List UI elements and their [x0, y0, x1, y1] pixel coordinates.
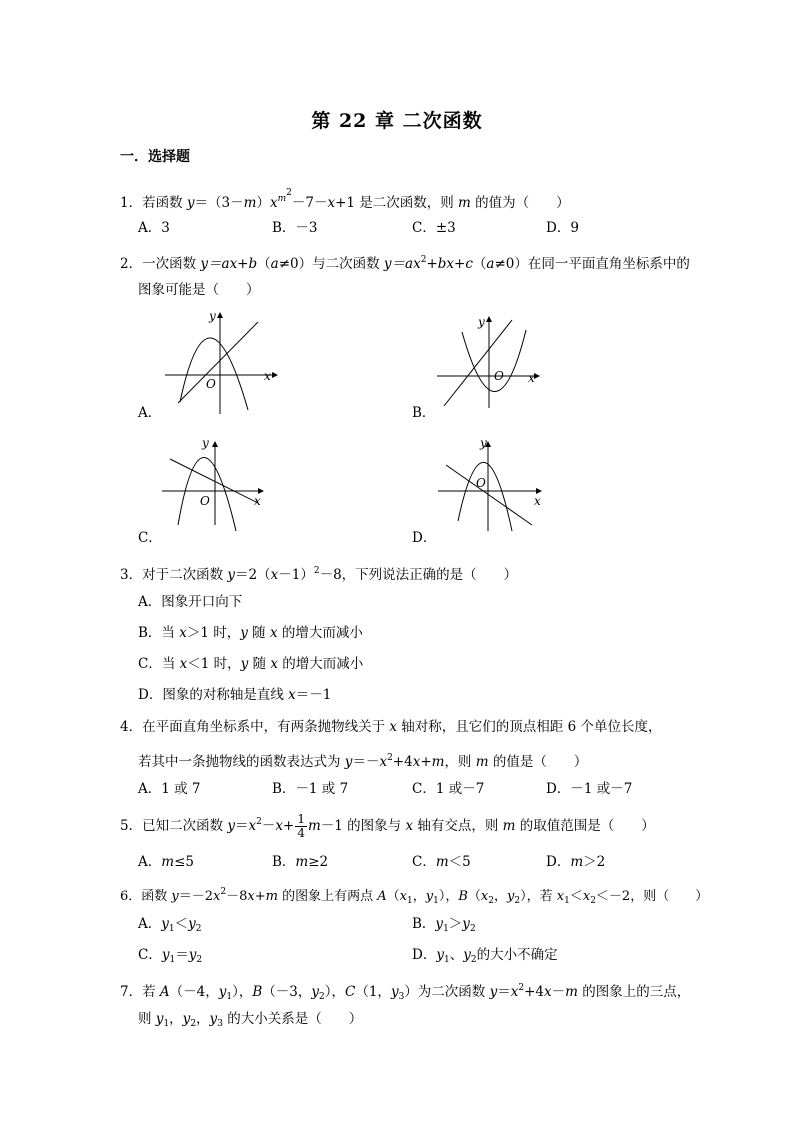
q5-option-a: A．m≤5 [138, 854, 194, 870]
q4-option-d: D．－1 或－7 [546, 781, 633, 797]
graph-b-x-label: x [528, 371, 535, 385]
q3-option-d: D．图象的对称轴是直线 x＝－1 [138, 687, 332, 703]
graph-c [160, 435, 280, 535]
q4-option-c: C．1 或－7 [412, 781, 485, 797]
graph-b-origin: O [494, 369, 504, 383]
graph-b [432, 312, 552, 422]
section-heading: 一．选择题 [120, 149, 190, 165]
graph-d-origin: O [476, 476, 486, 490]
q5-option-b: B．m≥2 [272, 854, 329, 870]
q2-option-c: C． [138, 530, 162, 546]
question-2-line-2: 图象可能是（ ） [138, 282, 260, 298]
q1-option-b: B．－3 [272, 220, 318, 236]
graph-c-x-label: x [254, 494, 261, 508]
q2-option-d: D． [412, 530, 437, 546]
q6-option-c: C．$y_1=y_2$ [138, 947, 203, 965]
q3-option-c: C．当 x＜1 时，y 随 x 的增大而减小 [138, 656, 364, 672]
graph-a-y-label: y [209, 309, 216, 323]
q1-option-c: C．±3 [412, 220, 456, 236]
fraction-one-quarter: $\frac{1}{4}$ [297, 812, 305, 840]
page-title: 第 22 章 二次函数 [311, 110, 483, 132]
graph-c-y-label: y [202, 436, 209, 450]
question-2-line-1: 2．一次函数 y＝ax+b（a≠0）与二次函数 $y=ax^2+bx+c(a\ne 0)$在同一平面直角坐标系中的 [120, 255, 690, 272]
question-6: 6．函数 $y=-2x^2-8x+m$ 的图象上有两点 $A(x_1$，$y_1$），$B(x_2$，$y_2$），若 $x_1<x_2<-2$，则（ ） [120, 887, 709, 906]
q4-option-b: B．－1 或 7 [272, 781, 349, 797]
graph-c-origin: O [200, 494, 210, 508]
q5-option-d: D．m＞2 [546, 854, 606, 870]
graph-d-y-label: y [480, 436, 487, 450]
q6-option-a: A．$y_1<y_2$ [138, 916, 202, 934]
question-5: 5．已知二次函数 $y=x^2-x+$ $\frac{1}{4}$ m－1 的图象与 x 轴有交点，则 m 的取值范围是（ ） [120, 812, 655, 840]
q2-option-a: A． [138, 405, 162, 421]
q6-option-b: B．$y_1>y_2$ [412, 916, 476, 934]
q6-option-d: D．$y_1$、$y_2$的大小不确定 [412, 947, 558, 965]
question-3: 3．对于二次函数 $y=2(x-1)^2-8$，下列说法正确的是（ ） [120, 566, 518, 583]
graph-d [436, 435, 556, 535]
graph-d-x-label: x [534, 494, 541, 508]
graph-a [160, 310, 280, 420]
q1-option-a: A．3 [138, 220, 170, 236]
question-7-line-2: 则 $y_1$，$y_2$，$y_3$ 的大小关系是（ ） [138, 1011, 363, 1029]
question-4-line-1: 4．在平面直角坐标系中，有两条抛物线关于 x 轴对称，且它们的顶点相距 6 个单位长度， [120, 719, 662, 735]
q1-option-d: D．9 [546, 220, 579, 236]
question-7-line-1: 7．若 A（－4，$y_1$），B（－3，$y_2$），C（1，$y_3$）为二次函数 $y=x^2+4x-m$ 的图象上的三点， [120, 983, 691, 1002]
graph-b-y-label: y [478, 315, 485, 329]
question-1: 1．若函数 $y=(3-m)x^{m^2}-7-x+1$ 是二次函数，则 m 的值为（ ） [120, 188, 570, 211]
graph-a-origin: O [206, 377, 216, 391]
q3-option-a: A．图象开口向下 [138, 594, 243, 610]
q3-option-b: B．当 x＞1 时，y 随 x 的增大而减小 [138, 625, 363, 641]
q5-option-c: C．m＜5 [412, 854, 471, 870]
q4-option-a: A．1 或 7 [138, 781, 201, 797]
graph-a-x-label: x [264, 369, 271, 383]
question-4-line-2: 若其中一条抛物线的函数表达式为 $y=-x^2+4x+m$，则 m 的值是（ ） [138, 753, 588, 770]
q2-option-b: B． [412, 405, 436, 421]
